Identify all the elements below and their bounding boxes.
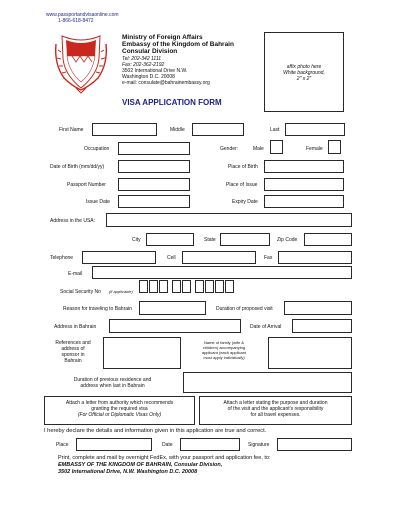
first-name-label: First Name bbox=[59, 127, 84, 133]
ssn-digit-7[interactable] bbox=[205, 280, 214, 293]
family-label-4: must apply individually) bbox=[203, 355, 245, 360]
embassy-email: e-mail: consulate@bahrainembassy.org bbox=[122, 80, 210, 86]
form-title: VISA APPLICATION FORM bbox=[122, 98, 222, 107]
date-label: Date bbox=[162, 442, 173, 448]
reason-field[interactable] bbox=[139, 301, 206, 315]
duration-label: Duration of proposed visit bbox=[216, 306, 273, 312]
address-usa-label: Address in the USA: bbox=[50, 218, 96, 224]
references-field[interactable] bbox=[103, 337, 181, 369]
expiry-date-label: Expiry Date bbox=[232, 199, 258, 205]
declaration-text: I hereby declare the details and information given in this application are true and correct. bbox=[44, 428, 267, 434]
ssn-label: Social Security No bbox=[60, 289, 101, 295]
city-field[interactable] bbox=[146, 233, 194, 246]
photo-line-3: 2" x 2" bbox=[296, 76, 312, 82]
zip-field[interactable] bbox=[304, 233, 352, 246]
fax-label: Fax bbox=[264, 255, 273, 261]
email-label: E-mail bbox=[68, 271, 83, 277]
signature-label: Signature bbox=[248, 442, 270, 448]
expiry-date-field[interactable] bbox=[264, 195, 344, 208]
embassy-address-2: Washington D.C. 20008 bbox=[122, 74, 175, 80]
references-label-2: address of bbox=[61, 346, 85, 352]
ssn-digit-6[interactable] bbox=[195, 280, 204, 293]
state-field[interactable] bbox=[220, 233, 270, 246]
embassy-fax: Fax: 202-362-2192 bbox=[122, 62, 165, 68]
attach-purpose-line-2: of the visit and the applicant's responsibility bbox=[227, 406, 324, 412]
issue-date-label: Issue Date bbox=[86, 199, 110, 205]
middle-name-field[interactable] bbox=[192, 123, 244, 136]
prev-residence-field[interactable] bbox=[183, 372, 352, 393]
references-label-3: sponsor in bbox=[61, 352, 85, 358]
first-name-field[interactable] bbox=[92, 123, 157, 136]
photo-line-1: affix photo here bbox=[286, 64, 322, 70]
gender-label: Gender: bbox=[220, 146, 239, 152]
fax-field[interactable] bbox=[278, 251, 352, 264]
occupation-label: Occupation bbox=[84, 146, 110, 152]
email-field[interactable] bbox=[92, 266, 352, 279]
telephone-field[interactable] bbox=[82, 251, 156, 264]
cell-field[interactable] bbox=[182, 251, 256, 264]
family-label-2: children) accompanying bbox=[202, 345, 246, 350]
signature-field[interactable] bbox=[277, 438, 352, 451]
female-label: Female bbox=[306, 146, 323, 152]
references-label-1: References and bbox=[55, 340, 91, 346]
state-label: State bbox=[204, 237, 216, 243]
family-label-3: applicant (each applicant bbox=[201, 350, 247, 355]
ministry-name: Ministry of Foreign Affairs bbox=[122, 34, 203, 41]
attach-authority-line-2: granting the required visa bbox=[91, 406, 148, 412]
ssn-digit-5[interactable] bbox=[182, 280, 191, 293]
prev-residence-label-1: Duration of previous residence and bbox=[73, 377, 152, 383]
cell-label: Cell bbox=[167, 255, 176, 261]
place-field[interactable] bbox=[76, 438, 152, 451]
telephone-label: Telephone bbox=[50, 255, 74, 261]
place-of-issue-field[interactable] bbox=[264, 178, 344, 191]
reason-label: Reason for traveling to Bahrain bbox=[63, 306, 132, 312]
issue-date-field[interactable] bbox=[118, 195, 190, 208]
site-url[interactable]: www.passportandvisaonline.com bbox=[46, 12, 119, 18]
bahrain-seal-icon bbox=[52, 30, 110, 94]
occupation-field[interactable] bbox=[118, 142, 190, 155]
last-name-field[interactable] bbox=[285, 123, 345, 136]
date-of-arrival-field[interactable] bbox=[292, 319, 352, 333]
zip-label: Zip Code bbox=[277, 237, 298, 243]
place-of-issue-label: Place of Issue bbox=[226, 182, 258, 188]
photo-line-2: White background, bbox=[283, 70, 325, 76]
date-of-arrival-label: Date of Arrival bbox=[250, 324, 282, 330]
embassy-name: Embassy of the Kingdom of Bahrain bbox=[122, 41, 234, 48]
dob-field[interactable] bbox=[118, 160, 190, 173]
passport-number-label: Passport Number bbox=[67, 182, 106, 188]
duration-field[interactable] bbox=[284, 301, 352, 315]
attach-authority-line-3: (For Official or Diplomatic Visas Only) bbox=[77, 412, 162, 418]
last-name-label: Last bbox=[270, 127, 280, 133]
ssn-digit-9[interactable] bbox=[225, 280, 234, 293]
place-of-birth-label: Place of Birth bbox=[228, 164, 258, 170]
prev-residence-label-2: address when last in Bahrain bbox=[80, 383, 145, 389]
attach-purpose-line-1: Attach a letter stating the purpose and duration bbox=[223, 400, 328, 406]
mailing-instructions: Print, complete and mail by overnight FedEx, with your passport and application fee, to: bbox=[58, 455, 271, 461]
address-bahrain-label: Address in Bahrain bbox=[54, 324, 97, 330]
address-bahrain-field[interactable] bbox=[109, 319, 241, 333]
division-name: Consular Division bbox=[122, 48, 178, 55]
site-phone: 1-866-618-8472 bbox=[58, 18, 94, 24]
male-checkbox[interactable] bbox=[270, 140, 283, 154]
mailing-address: 3502 International Drive, N.W. Washington D.C. 20008 bbox=[58, 469, 198, 475]
embassy-tel: Tel: 202-342 1111 bbox=[122, 56, 162, 62]
dob-label: Date of Birth (mm/dd/yy) bbox=[50, 164, 105, 170]
ssn-note: (if applicable) bbox=[109, 289, 133, 294]
ssn-digit-1[interactable] bbox=[139, 280, 148, 293]
ssn-digit-2[interactable] bbox=[149, 280, 158, 293]
ssn-digit-3[interactable] bbox=[159, 280, 168, 293]
middle-name-label: Middle bbox=[170, 127, 185, 133]
date-field[interactable] bbox=[180, 438, 240, 451]
family-field[interactable] bbox=[268, 337, 352, 369]
female-checkbox[interactable] bbox=[328, 140, 341, 154]
attach-authority-line-1: Attach a letter from authority which recommends bbox=[65, 400, 174, 406]
family-label-1: Name of family (wife & bbox=[203, 340, 244, 345]
place-of-birth-field[interactable] bbox=[264, 160, 344, 173]
embassy-address-1: 3502 International Drive N.W. bbox=[122, 68, 188, 74]
place-label: Place bbox=[56, 442, 69, 448]
male-label: Male bbox=[253, 146, 264, 152]
passport-number-field[interactable] bbox=[118, 178, 190, 191]
city-label: City bbox=[132, 237, 141, 243]
ssn-digit-8[interactable] bbox=[215, 280, 224, 293]
address-usa-field[interactable] bbox=[106, 213, 352, 227]
mailing-recipient: EMBASSY OF THE KINGDOM OF BAHRAIN, Consular Division, bbox=[58, 462, 223, 468]
attach-purpose-line-3: for all travel expenses. bbox=[250, 412, 301, 418]
references-label-4: Bahrain bbox=[64, 358, 82, 364]
ssn-digit-4[interactable] bbox=[172, 280, 181, 293]
